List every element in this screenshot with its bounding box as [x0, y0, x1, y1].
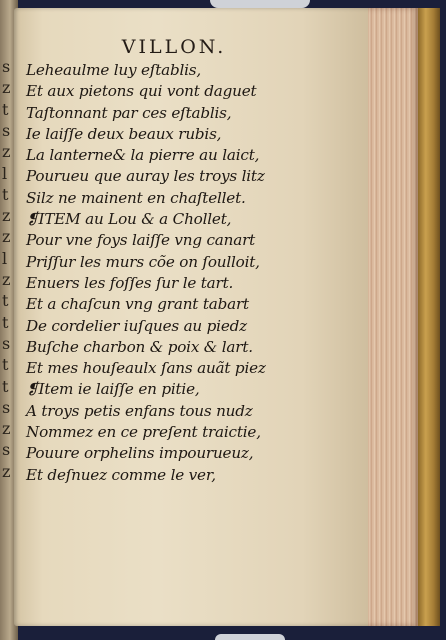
bottom-clip: [215, 634, 285, 640]
verse-line: Pouure orphelins impourueuz,: [26, 444, 254, 463]
facing-page-fragment: z: [2, 461, 11, 481]
facing-page-fragment: t: [2, 376, 9, 396]
facing-page-fragment: s: [2, 440, 11, 460]
verse-block: [26, 60, 326, 486]
facing-page-fragment: s: [2, 57, 11, 76]
facing-page-fragment: t: [2, 312, 9, 332]
facing-page-fragment: z: [2, 142, 11, 162]
verse-line: La lanterne& la pierre au laict,: [26, 146, 260, 165]
book-page: [14, 8, 374, 626]
verse-line: Priſſur les murs cõe on ſoulloit,: [26, 252, 260, 271]
facing-page-fragment: l: [2, 163, 8, 183]
facing-page-fragment: z: [2, 78, 11, 98]
facing-page-fragment: t: [2, 184, 9, 204]
facing-page-fragment: s: [2, 120, 11, 140]
facing-page-fragment: z: [2, 270, 11, 289]
top-clip: [210, 0, 310, 8]
facing-page-fragment: z: [2, 227, 11, 247]
verse-line: Nommez en ce preſent traictie,: [26, 423, 261, 442]
verse-line: A troys petis enfans tous nudz: [26, 401, 253, 420]
page-edges: [368, 8, 418, 626]
verse-line: Et aux pietons qui vont daguet: [26, 82, 257, 101]
facing-page-fragment: s: [2, 333, 11, 353]
verse-line: Enuers les foſſes ſur le tart.: [26, 273, 234, 292]
verse-line: Pourueu que auray les troys litz: [26, 167, 265, 186]
verse-line: Et a chaſcun vng grant tabart: [26, 295, 249, 314]
verse-line: ❡Item ie laiſſe en pitie,: [26, 380, 200, 399]
gilt-spine: [418, 8, 440, 626]
verse-line: Taſtonnant par ces eſtablis,: [26, 103, 232, 122]
facing-page-fragment: t: [2, 291, 9, 311]
verse-line: Pour vne foys laiſſe vng canart: [26, 231, 256, 250]
facing-page-fragment: z: [2, 206, 11, 226]
facing-page-fragment: t: [2, 355, 9, 375]
verse-line: Et mes houſeaulx ſans auãt piez: [26, 359, 266, 378]
running-head: VILLON.: [121, 36, 227, 58]
verse-line: Buſche charbon & poix & lart.: [26, 337, 253, 356]
verse-line: Silz ne mainent en chaſtellet.: [26, 188, 246, 207]
verse-line: De cordelier iuſques au piedz: [26, 316, 247, 335]
verse-line: Et deſnuez comme le ver,: [26, 465, 216, 484]
facing-page-fragment: t: [2, 99, 9, 119]
verse-line: ❡ITEM au Lou & a Chollet,: [26, 210, 232, 229]
facing-page-fragment: z: [2, 419, 11, 439]
facing-page-fragment: s: [2, 397, 11, 417]
facing-page-fragment: l: [2, 248, 8, 268]
verse-line: Leheaulme luy eſtablis,: [26, 61, 202, 79]
verse-line: Ie laiſſe deux beaux rubis,: [26, 124, 222, 143]
